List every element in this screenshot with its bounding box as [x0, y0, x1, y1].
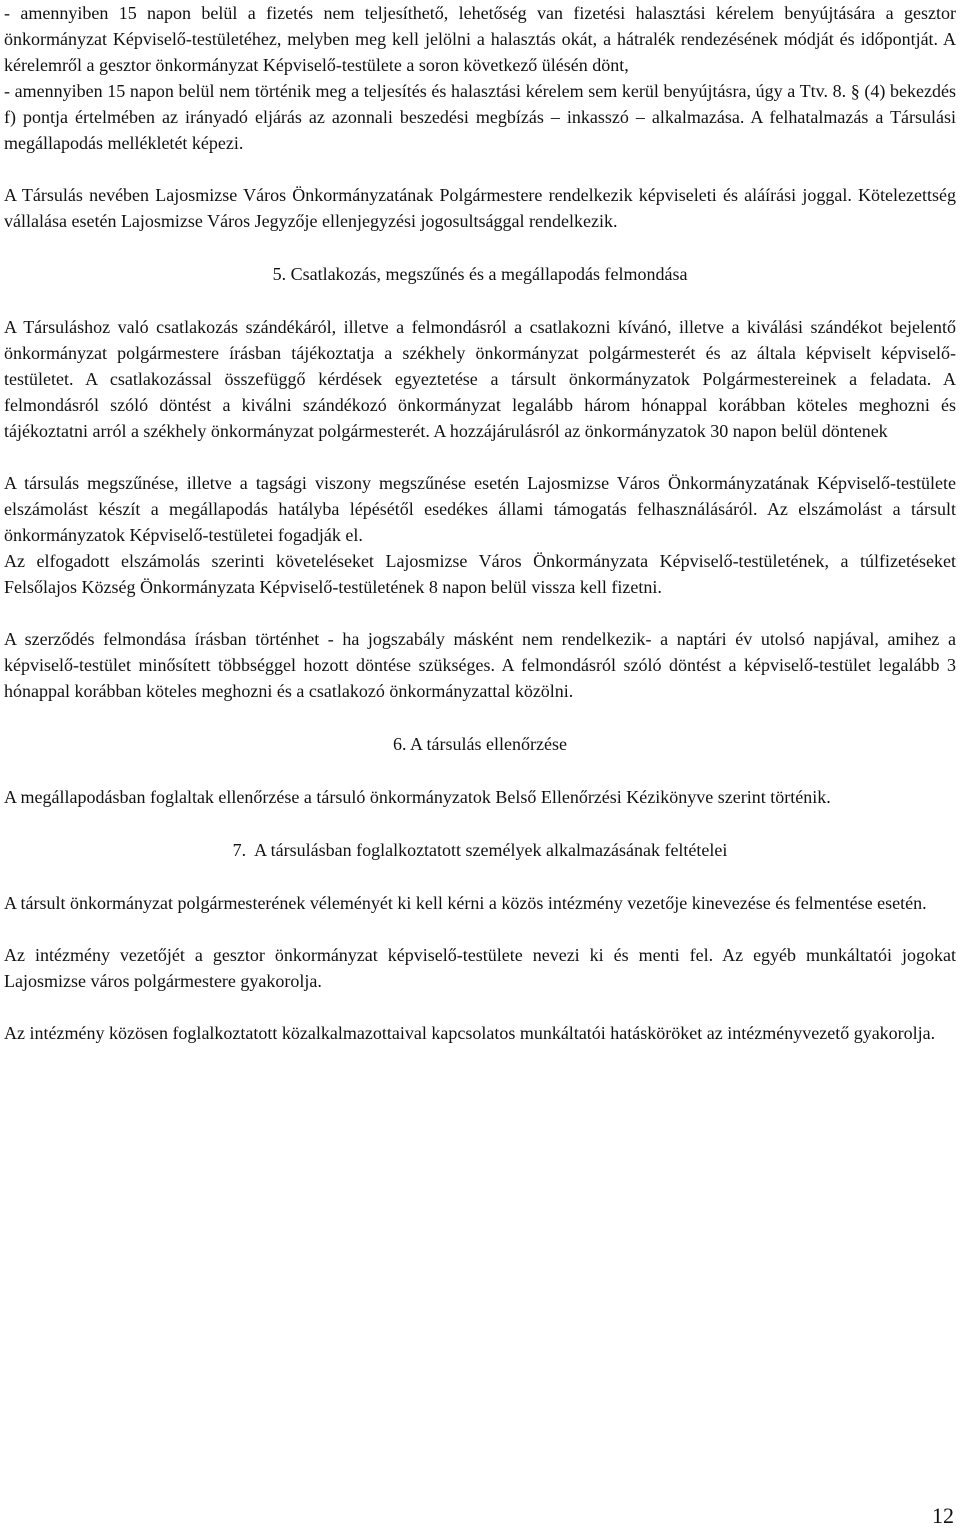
section-5-heading: 5. Csatlakozás, megszűnés és a megállapodás felmondása	[272, 264, 688, 284]
paragraph-mayor-opinion: A társult önkormányzat polgármesterének véleményét ki kell kérni a közös intézmény vezetője kinevezése és felmentése esetén.	[4, 893, 927, 913]
document-page	[4, 0, 956, 1046]
paragraph-representation: A Társulás nevében Lajosmizse Város Önkormányzatának Polgármestere rendelkezik képviseleti és aláírási joggal. Kötelezettség vállalása esetén Lajosmizse Város Jegyzője ellenjegyzési jogosultsággal rendelkezik.	[4, 185, 956, 231]
paragraph-collection-order: - amennyiben 15 napon belül nem történik meg a teljesítés és halasztási kérelem sem kerül benyújtásra, úgy a Ttv. 8. § (4) bekezdés f) pontja értelmében az irányadó eljárás az azonnali beszedési megbízás – inkasszó – alkalmazása. A felhatalmazás a Társulási megállapodás mellékletét képezi.	[4, 81, 956, 153]
paragraph-termination: A társulás megszűnése, illetve a tagsági viszony megszűnése esetén Lajosmizse Város Önkormányzatának Képviselő-testülete elszámolást készít a megállapodás hatályba lépésétől esedékes állami támogatás felhasználásáról. Az elszámolást a társult önkormányzatok Képviselő-testületei fogadják el.	[4, 473, 956, 545]
section-6-heading: 6. A társulás ellenőrzése	[393, 734, 567, 754]
paragraph-claims: Az elfogadott elszámolás szerinti követeléseket Lajosmizse Város Önkormányzata Képviselő-testületének, a túlfizetéseket Felsőlajos Község Önkormányzata Képviselő-testületének 8 napon belül vissza kell fizetni.	[4, 551, 956, 597]
paragraph-contract-termination: A szerződés felmondása írásban történhet - ha jogszabály másként nem rendelkezik- a naptári év utolsó napjával, amihez a képviselő-testület minősített többséggel hozott döntése szükséges. A felmondásról szóló döntést a képviselő-testület legalább 3 hónappal korábban köteles meghozni és a csatlakozó önkormányzattal közölni.	[4, 629, 956, 701]
paragraph-institution-head: Az intézmény vezetőjét a gesztor önkormányzat képviselő-testülete nevezi ki és menti fel. Az egyéb munkáltatói jogokat Lajosmizse város polgármestere gyakorolja.	[4, 945, 956, 991]
section-7-heading: 7. A társulásban foglalkoztatott személyek alkalmazásának feltételei	[232, 840, 728, 860]
page-number: 12	[932, 1503, 954, 1528]
paragraph-joining: A Társuláshoz való csatlakozás szándékáról, illetve a felmondásról a csatlakozni kívánó, illetve a kiválási szándékot bejelentő önkormányzat polgármestere írásban tájékoztatja a székhely önkormányzat polgármesterét és az általa képviselt képviselő-testületet. A csatlakozással összefüggő kérdések egyeztetése a társult önkormányzatok Polgármestereinek a feladata. A felmondásról szóló döntést a kiválni szándékozó önkormányzat legalább három hónappal korábban köteles meghozni és tájékoztatni arról a székhely önkormányzat polgármesterét. A hozzájárulásról az önkormányzatok 30 napon belül döntenek	[4, 317, 956, 441]
paragraph-employer-powers: Az intézmény közösen foglalkoztatott közalkalmazottaival kapcsolatos munkáltatói hatásköröket az intézményvezető gyakorolja.	[4, 1023, 936, 1043]
paragraph-deferral-request: - amennyiben 15 napon belül a fizetés nem teljesíthető, lehetőség van fizetési halasztási kérelem benyújtására a gesztor önkormányzat Képviselő-testületéhez, melyben meg kell jelölni a halasztás okát, a hátralék rendezésének módját és időpontját. A kérelemről a gesztor önkormányzat Képviselő-testülete a soron következő ülésén dönt,	[4, 3, 956, 75]
paragraph-audit: A megállapodásban foglaltak ellenőrzése a társuló önkormányzatok Belső Ellenőrzési Kézikönyve szerint történik.	[4, 787, 831, 807]
